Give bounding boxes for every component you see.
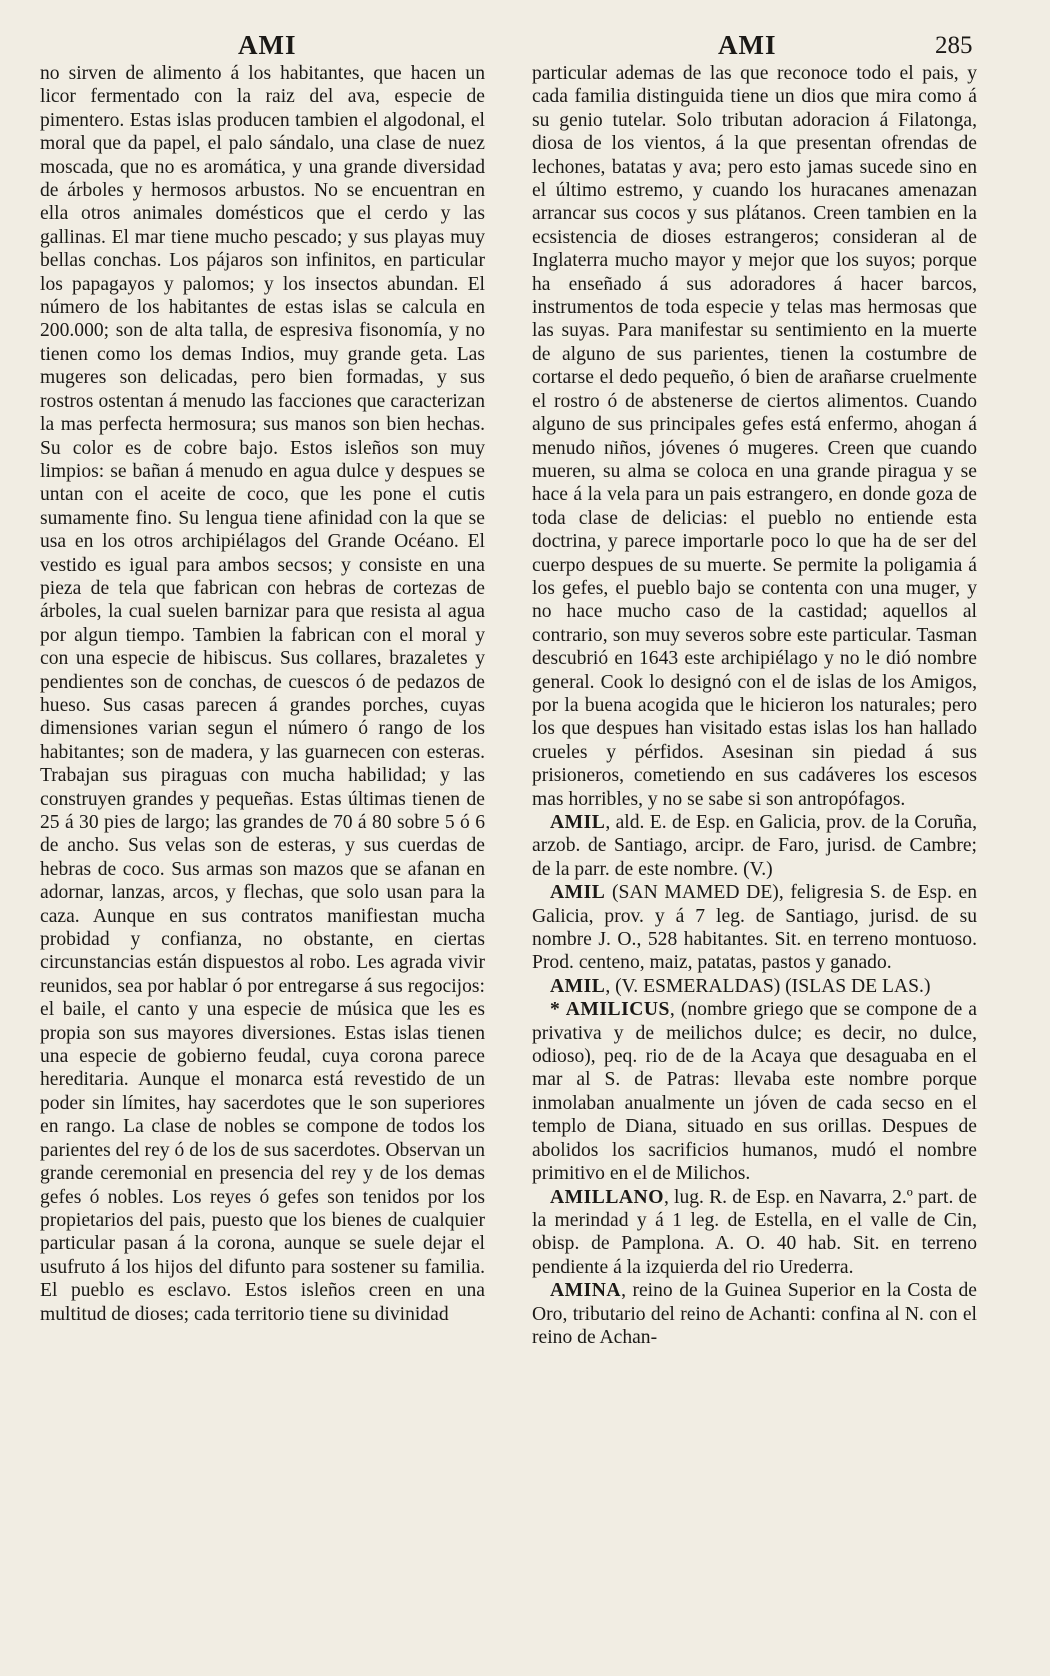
- entry-headword: AMINA: [550, 1280, 622, 1302]
- entry-amil-3: [532, 975, 977, 998]
- entry-text: , (V. ESMERALDAS) (ISLAS DE LAS.): [605, 975, 931, 997]
- entry-amilicus: [532, 998, 977, 1185]
- entry-headword: AMIL: [550, 882, 606, 904]
- entry-text: , reino de la Guinea Superior en la Costa de Oro, tributario del reino de Achanti: confina al N. con el reino de Achan-: [532, 1280, 977, 1348]
- running-head-left: AMI: [238, 30, 297, 60]
- right-column: [532, 62, 977, 1349]
- entry-text: , (nombre griego que se compone de a privativa y de meilichos dulce; es decir, no dulce, odioso), peq. rio de de la Acaya que desaguaba en el mar al S. de Patras: llevaba este nombre porque inmolaban anualmente un jóven de cada secso en el templo de Diana, situado en sus orillas. Despues de abolidos los sacrificios humanos, mudó el nombre primitivo en el de Milichos.: [532, 999, 977, 1185]
- entry-headword: AMILLANO: [550, 1186, 664, 1208]
- left-column-text: no sirven de alimento á los habitantes, que hacen un licor fermentado con la raiz del ava, especie de pimentero. Estas islas producen tambien el algodonal, el moral que da papel, el palo sándalo, una clase de nuez moscada, que no es aromática, y una grande diversidad de árboles y hermosos arbustos. No se encuentran en ella otros animales domésticos que el cerdo y las gallinas. El mar tiene mucho pescado; y sus playas muy bellas conchas. Los pájaros son infinitos, en particular los papagayos y palomos; y los insectos abundan. El número de los habitantes de estas islas se calcula en 200.000; son de alta talla, de espresiva fisonomía, y no tienen como los demas Indios, muy grande geta. Las mugeres son delicadas, pero bien formadas, y sus rostros ostentan á menudo las facciones que caracterizan la mas perfecta hermosura; sus manos son bien hechas. Su color es de cobre bajo. Estos isleños son muy limpios: se bañan á menudo en agua dulce y despues se untan con el aceite de coco, que les pone el cutis sumamente fino. Su lengua tiene afinidad con la que se usa en los otros archipiélagos del Grande Océano. El vestido es igual para ambos secsos; y consiste en una pieza de tela que fabrican con hebras de cortezas de árboles, la cual suelen barnizar para que resista al agua por algun tiempo. Tambien la fabrican con el moral y con una especie de hibiscus. Sus collares, brazaletes y pendientes son de conchas, de cuescos ó de pedazos de hueso. Sus casas parecen á grandes porches, cuyas dimensiones varian segun el número ó rango de los habitantes; son de madera, y las guarnecen con esteras. Trabajan sus piraguas con mucha habilidad; y las construyen grandes y pequeñas. Estas últimas tienen de 25 á 30 pies de largo; las grandes de 70 á 80 sobre 5 ó 6 de ancho. Sus velas son de esteras, y sus cuerdas de hebras de coco. Sus armas son mazos que se afanan en adornar, lanzas, arcos, y flechas, que solo usan para la caza. Aunque en sus contratos manifiestan mucha probidad y confianza, no obstante, en ciertas circunstancias están dispuestos al robo. Les agrada vivir reunidos, sea por hablar ó por entregarse á sus regocijos: el baile, el canto y una especie de música que les es propia son sus mayores diversiones. Estas islas tienen una especie de gobierno feudal, cuya corona parece hereditaria. Aunque el monarca está revestido de un poder sin límites, hay sacerdotes que le son superiores en rango. La clase de nobles se compone de todos los parientes del rey ó de los de sus sacerdotes. Observan un grande ceremonial en presencia del rey y de los demas gefes ó nobles. Los reyes ó gefes son tenidos por los propietarios del pais, puesto que los bienes de cualquier particular pasan á la corona, aunque se suele dejar el usufruto á los hijos del difunto para sostener su familia. El pueblo es esclavo. Estos isleños creen en una multitud de dioses; cada territorio tiene su divinidad: [40, 63, 485, 1325]
- entry-headword: * AMILICUS: [550, 999, 670, 1021]
- entry-text: , lug. R. de Esp. en Navarra, 2.º part. de la merindad y á 1 leg. de Estella, en el valle de Cin, obisp. de Pamplona. A. O. 40 hab. Sit. en terreno pendiente á la izquierda del rio Urederra.: [532, 1186, 977, 1278]
- entry-amil-2: [532, 881, 977, 975]
- entry-text: (SAN MAMED DE), feligresia S. de Esp. en Galicia, prov. y á 7 leg. de Santiago, jurisd. de su nombre J. O., 528 habitantes. Sit. en terreno montuoso. Prod. centeno, maiz, patatas, pastos y ganado.: [532, 882, 977, 974]
- entry-amillano: [532, 1186, 977, 1280]
- entry-text: , ald. E. de Esp. en Galicia, prov. de la Coruña, arzob. de Santiago, arcipr. de Faro, jurisd. de Cambre; de la parr. de este nombre. (V.): [532, 812, 977, 880]
- page-number: 285: [935, 32, 973, 59]
- running-head-right: AMI: [718, 30, 777, 60]
- entry-amil-1: [532, 811, 977, 881]
- entry-amina: [532, 1279, 977, 1349]
- entry-headword: AMIL: [550, 812, 606, 833]
- left-column: [40, 62, 485, 1326]
- continuation-text: particular ademas de las que reconoce todo el pais, y cada familia distinguida tiene un dios que mira como á su genio tutelar. Solo tributan adoracion á Filatonga, diosa de los vientos, á la que presentan ofrendas de lechones, batatas y ava; pero esto jamas sucede sino en el último estremo, y cuando los huracanes amenazan arrancar sus cocos y sus plátanos. Creen tambien en la ecsistencia de dioses estrangeros; consideran al de Inglaterra mucho mayor y mejor que los suyos; porque ha enseñado á sus adoradores á hacer barcos, instrumentos de toda especie y telas mas hermosas que las suyas. Para manifestar su sentimiento en la muerte de alguno de sus parientes, tienen la costumbre de cortarse el dedo pequeño, ó bien de arañarse cruelmente el rostro ó de abstenerse de ciertos alimentos. Cuando alguno de sus principales gefes está enfermo, ahogan á menudo niños, jóvenes ó mugeres. Creen que cuando mueren, su alma se coloca en una grande piragua y se hace á la vela para un pais estrangero, en donde goza de toda clase de delicias: el pueblo no entiende esta doctrina, y parece importarle poco lo que ha de ser del cuerpo despues de su muerte. Se permite la poligamia á los gefes, el pueblo bajo se contenta con una muger, y no hace mucho caso de la castidad; aquellos al contrario, son muy severos sobre este particular. Tasman descubrió en 1643 este archipiélago y no le dió nombre general. Cook lo designó con el de islas de los Amigos, por la buena acogida que le hicieron los naturales; pero los que despues han visitado estas islas los han hallado crueles y pérfidos. Asesinan sin piedad á sus prisioneros, cometiendo en sus cadáveres los escesos mas horribles, y no se sabe si son antropófagos.: [532, 63, 977, 810]
- entry-headword: AMIL: [550, 975, 606, 997]
